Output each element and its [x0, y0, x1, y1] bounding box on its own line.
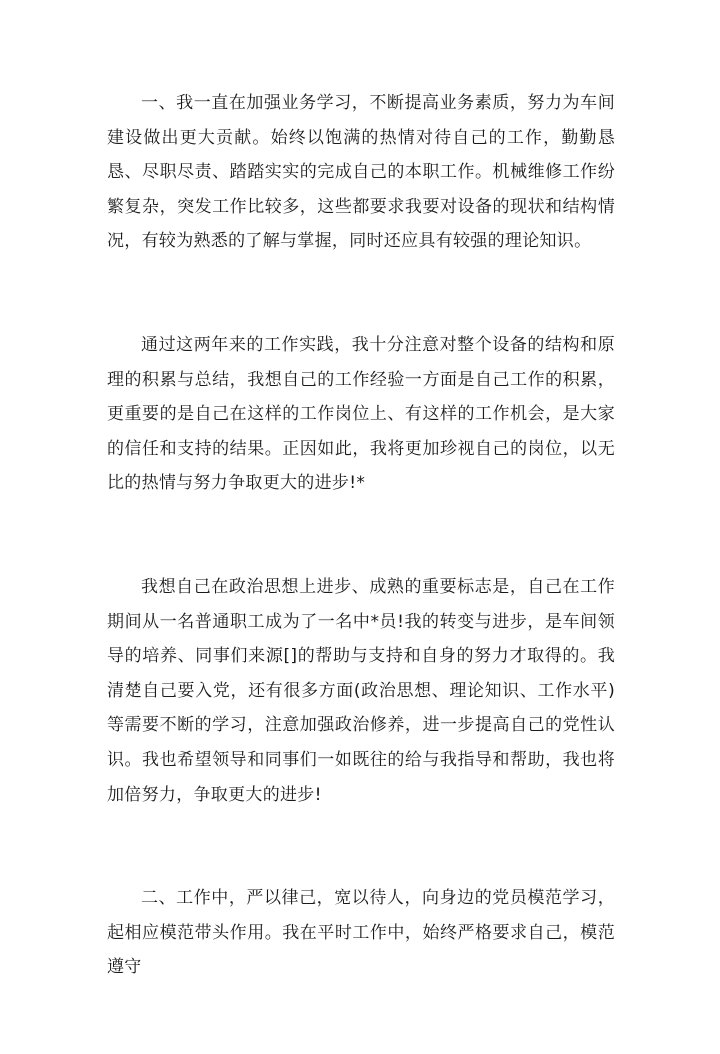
paragraph-3: 我想自己在政治思想上进步、成熟的重要标志是，自己在工作期间从一名普通职工成为了一名中*员!我的转变与进步，是车间领导的培养、同事们来源[]的帮助与支持和自身的努力才取得的。我清楚自己要入党，还有很多方面(政治思想、理论知识、工作水平)等需要不断的学习，注意加强政治修养，进一步提高自己的党性认识。我也希望领导和同事们一如既往的给与我指导和帮助，我也将加倍努力，争取更大的进步! — [107, 576, 615, 805]
paragraph-1: 一、我一直在加强业务学习，不断提高业务素质，努力为车间建设做出更大贡献。始终以饱满的热情对待自己的工作，勤勤恳恳、尽职尽责、踏踏实实的完成自己的本职工作。机械维修工作纷繁复杂，突发工作比较多，这些都要求我要对设备的现状和结构情况，有较为熟悉的了解与掌握，同时还应具有较强的理论知识。 — [107, 93, 615, 252]
paragraph-4: 二、工作中，严以律己，宽以待人，向身边的党员模范学习，起相应模范带头作用。我在平时工作中，始终严格要求自己，模范遵守 — [107, 888, 615, 978]
paragraph-2: 通过这两年来的工作实践，我十分注意对整个设备的结构和原理的积累与总结，我想自己的工作经验一方面是自己工作的积累，更重要的是自己在这样的工作岗位上、有这样的工作机会，是大家的信任和支持的结果。正因如此，我将更加珍视自己的岗位，以无比的热情与努力争取更大的进步!* — [107, 334, 615, 494]
document-body — [107, 86, 615, 1054]
